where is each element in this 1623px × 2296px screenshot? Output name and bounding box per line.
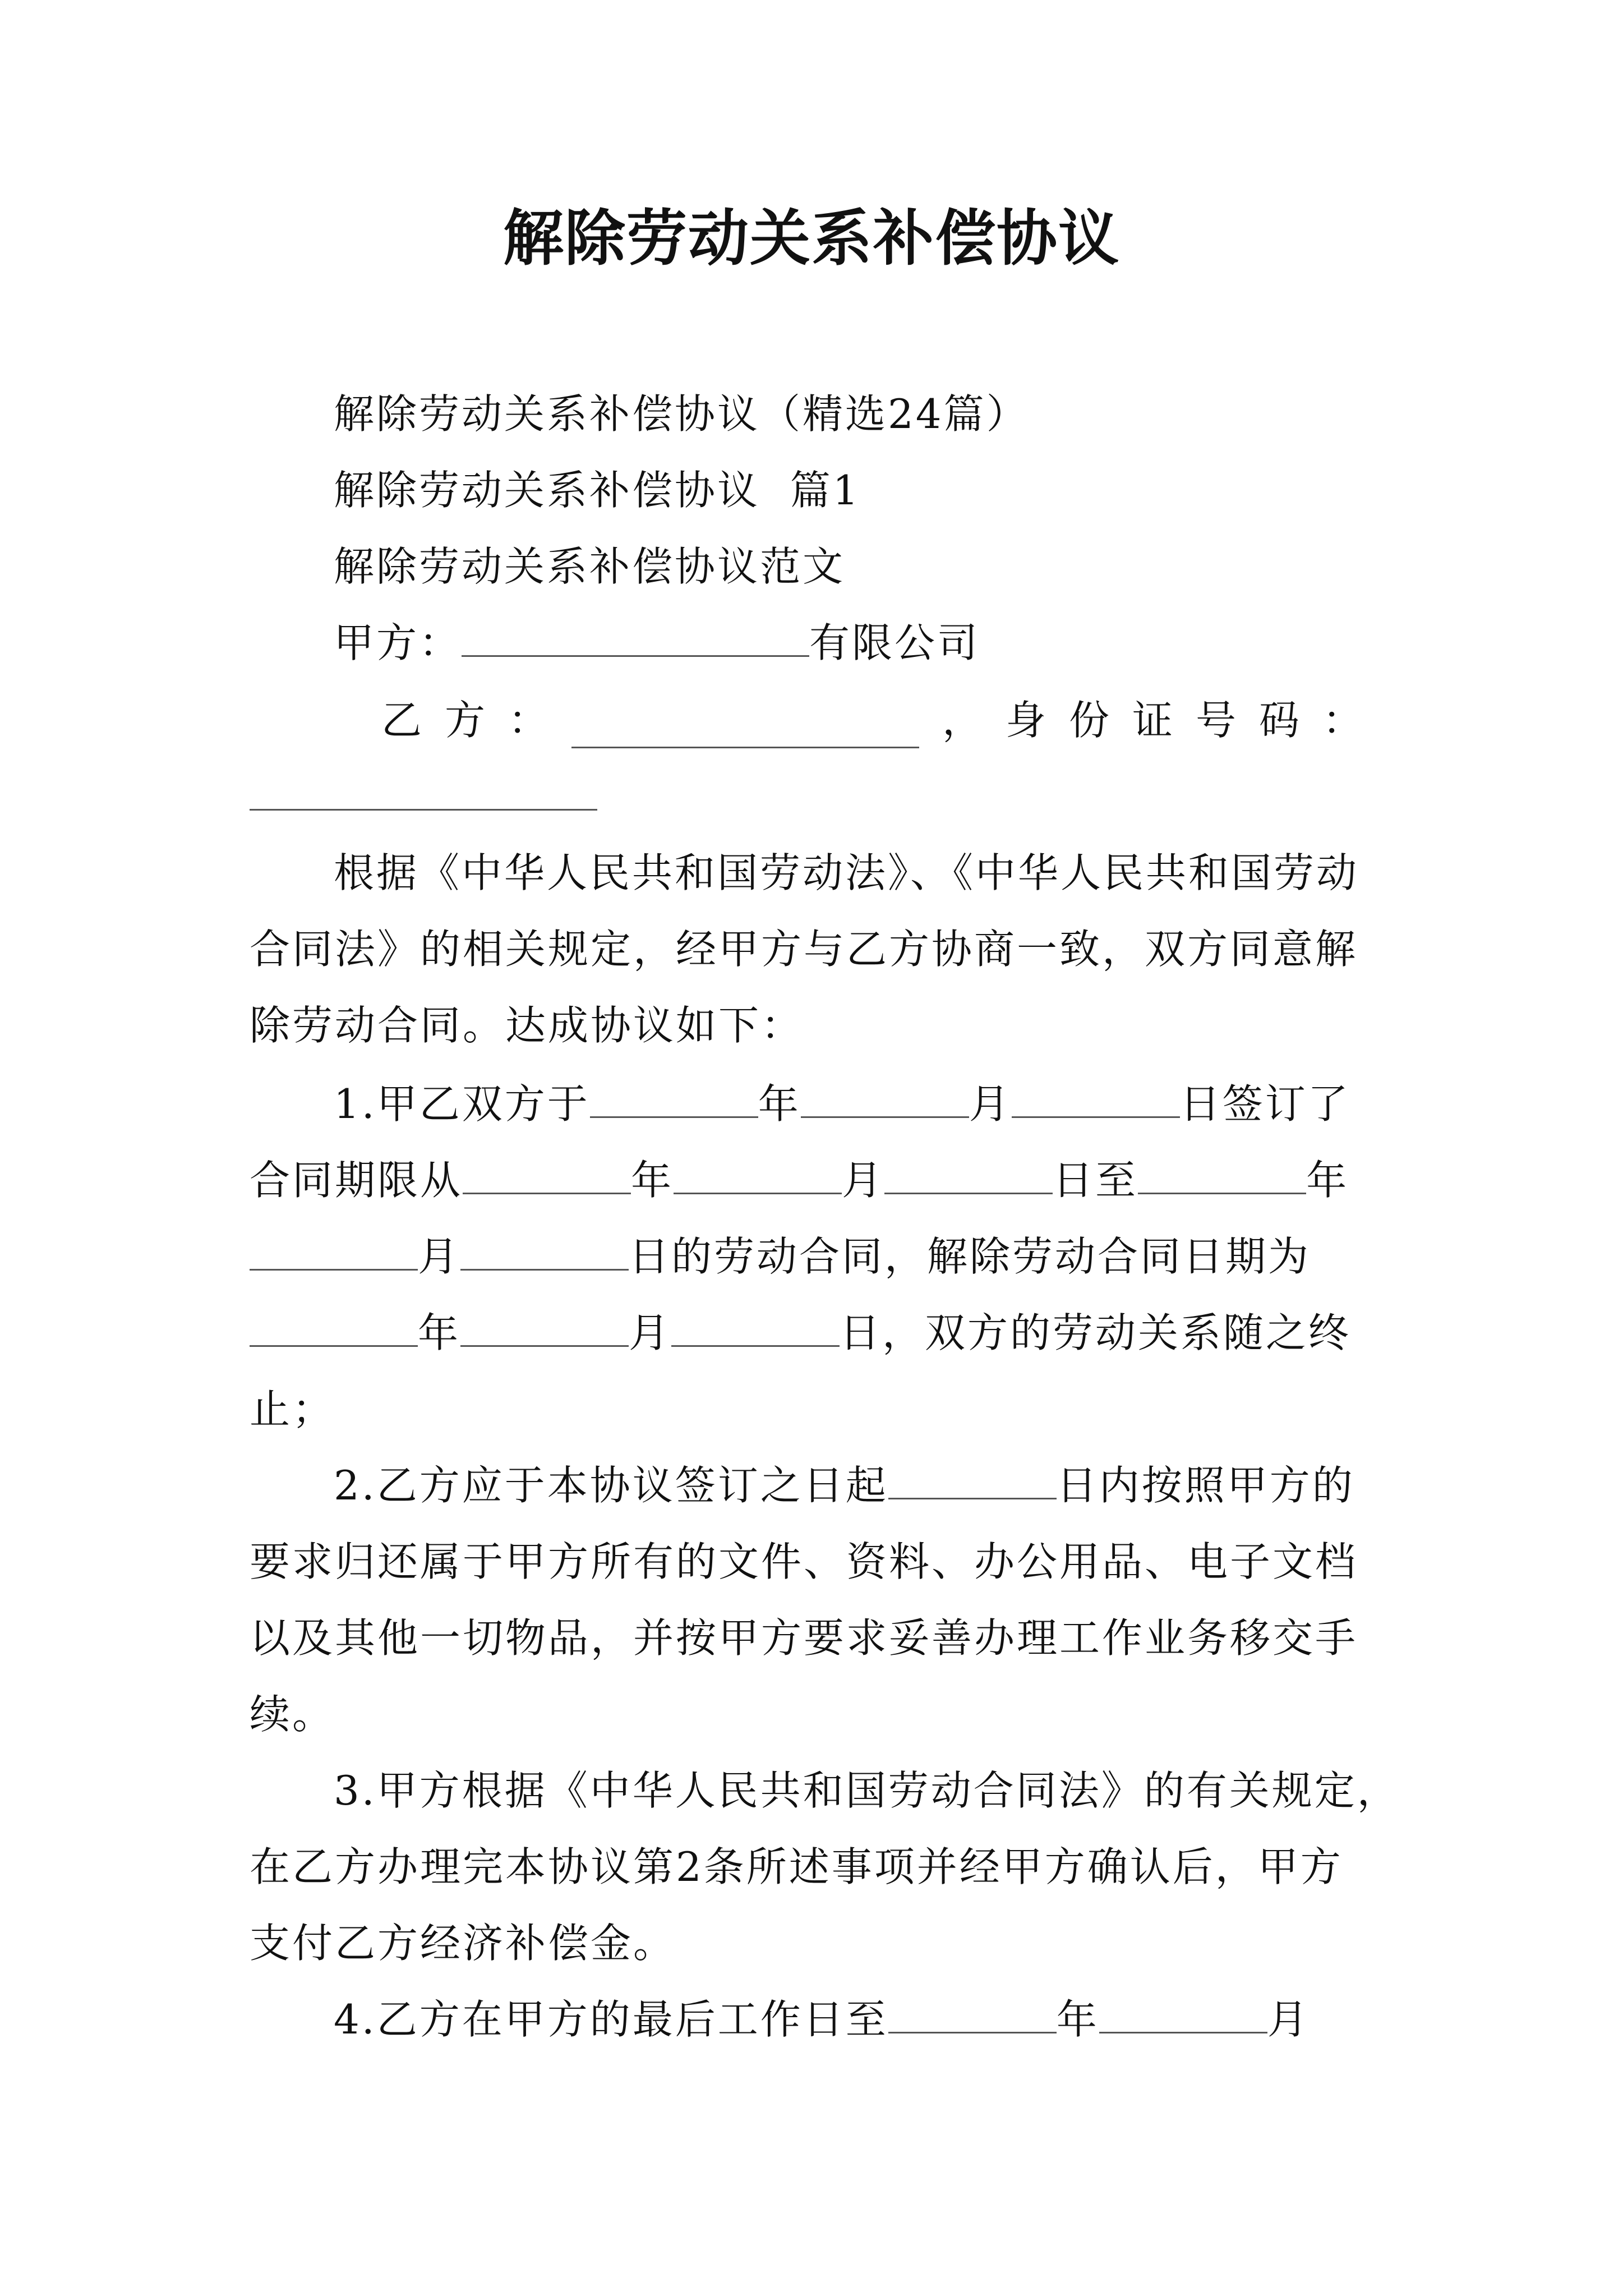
party-a-blank [462, 622, 809, 657]
clause-text: 4.乙方在甲方的最后工作日至 [334, 1996, 888, 2043]
clause-text: 月 [842, 1157, 885, 1204]
party-b-id-line [250, 769, 597, 825]
fill-blank [884, 1159, 1053, 1194]
party-b-char: 证 [1132, 697, 1173, 744]
party-b-id-blank [250, 775, 597, 811]
clause-text: 年 [758, 1080, 801, 1128]
fill-blank [460, 1235, 629, 1271]
clause-text: 月 [629, 1309, 672, 1356]
clause-text: 合同期限从 [250, 1157, 463, 1204]
document-title: 解除劳动关系补偿协议 [502, 203, 1120, 274]
clause-text: 年 [418, 1309, 461, 1356]
fill-blank [460, 1312, 629, 1347]
clause-2-line: 要求归还属于甲方所有的文件、资料、办公用品、电子文档 [250, 1538, 1358, 1585]
party-b-char: 份 [1068, 697, 1109, 744]
intro-line: 除劳动合同。达成协议如下： [250, 1002, 804, 1049]
party-b-name-blank [571, 713, 919, 748]
clause-2-line: 以及其他一切物品，并按甲方要求妥善办理工作业务移交手 [250, 1614, 1358, 1662]
clause-text: 日，双方的劳动关系随之终 [840, 1309, 1352, 1356]
clause-text: 年 [1306, 1157, 1349, 1204]
clause-3-line: 在乙方办理完本协议第2条所述事项并经甲方确认后，甲方 [250, 1843, 1343, 1890]
clause-1-line [250, 1228, 1311, 1285]
party-b-char: ： [1322, 697, 1363, 744]
intro-line: 合同法》的相关规定，经甲方与乙方协商一致，双方同意解 [250, 926, 1358, 973]
clause-text: 月 [1267, 1996, 1310, 2043]
clause-1-line [250, 1152, 1349, 1208]
clause-3-line: 支付乙方经济补偿金。 [250, 1920, 676, 1967]
party-a-suffix: 有限公司 [809, 619, 980, 666]
clause-text: 月 [418, 1233, 461, 1280]
clause-text: 日内按照甲方的 [1056, 1462, 1355, 1509]
clause-2-line [334, 1457, 1355, 1513]
party-a-line [334, 615, 980, 671]
clause-text: 日的劳动合同，解除劳动合同日期为 [629, 1233, 1311, 1280]
clause-text: 1.甲乙双方于 [334, 1080, 590, 1128]
clause-text: 日至 [1053, 1157, 1138, 1204]
party-b-char: 身 [1005, 697, 1046, 744]
clause-text: 年 [631, 1157, 674, 1204]
party-b-char: 号 [1195, 697, 1236, 744]
fill-blank [1099, 1998, 1267, 2033]
clause-text: 日签订了 [1179, 1080, 1350, 1128]
party-a-label: 甲方： [334, 619, 462, 666]
fill-blank [590, 1083, 758, 1118]
clause-text: 月 [969, 1080, 1012, 1128]
clause-text: 2.乙方应于本协议签订之日起 [334, 1462, 888, 1509]
clause-4-line [334, 1991, 1310, 2047]
party-b-char: 方 [445, 697, 486, 744]
party-b-char: 码 [1258, 697, 1299, 744]
fill-blank [888, 1464, 1057, 1499]
subtitle-selected: 解除劳动关系补偿协议（精选24篇） [334, 390, 1029, 438]
fill-blank [250, 1312, 418, 1347]
subtitle-sample: 解除劳动关系补偿协议范文 [334, 543, 846, 590]
subtitle-chapter: 解除劳动关系补偿协议 篇1 [334, 467, 861, 514]
clause-1-line: 止； [250, 1386, 335, 1433]
fill-blank [1138, 1159, 1306, 1194]
intro-line: 根据《中华人民共和国劳动法》、《中华人民共和国劳动 [334, 849, 1359, 896]
party-b-char: 乙 [381, 697, 422, 744]
party-b-line [381, 692, 1363, 748]
party-b-char: ： [508, 697, 549, 744]
fill-blank [250, 1235, 418, 1271]
fill-blank [1012, 1083, 1180, 1118]
clause-1-line [334, 1076, 1350, 1132]
fill-blank [674, 1159, 842, 1194]
fill-blank [801, 1083, 969, 1118]
clause-text: 年 [1056, 1996, 1099, 2043]
clause-3-line: 3.甲方根据《中华人民共和国劳动合同法》的有关规定， [334, 1767, 1400, 1814]
clause-2-line: 续。 [250, 1691, 335, 1738]
party-b-char: ， [942, 697, 983, 744]
fill-blank [888, 1998, 1057, 2033]
clause-1-line [250, 1305, 1351, 1361]
fill-blank [671, 1312, 840, 1347]
fill-blank [463, 1159, 631, 1194]
